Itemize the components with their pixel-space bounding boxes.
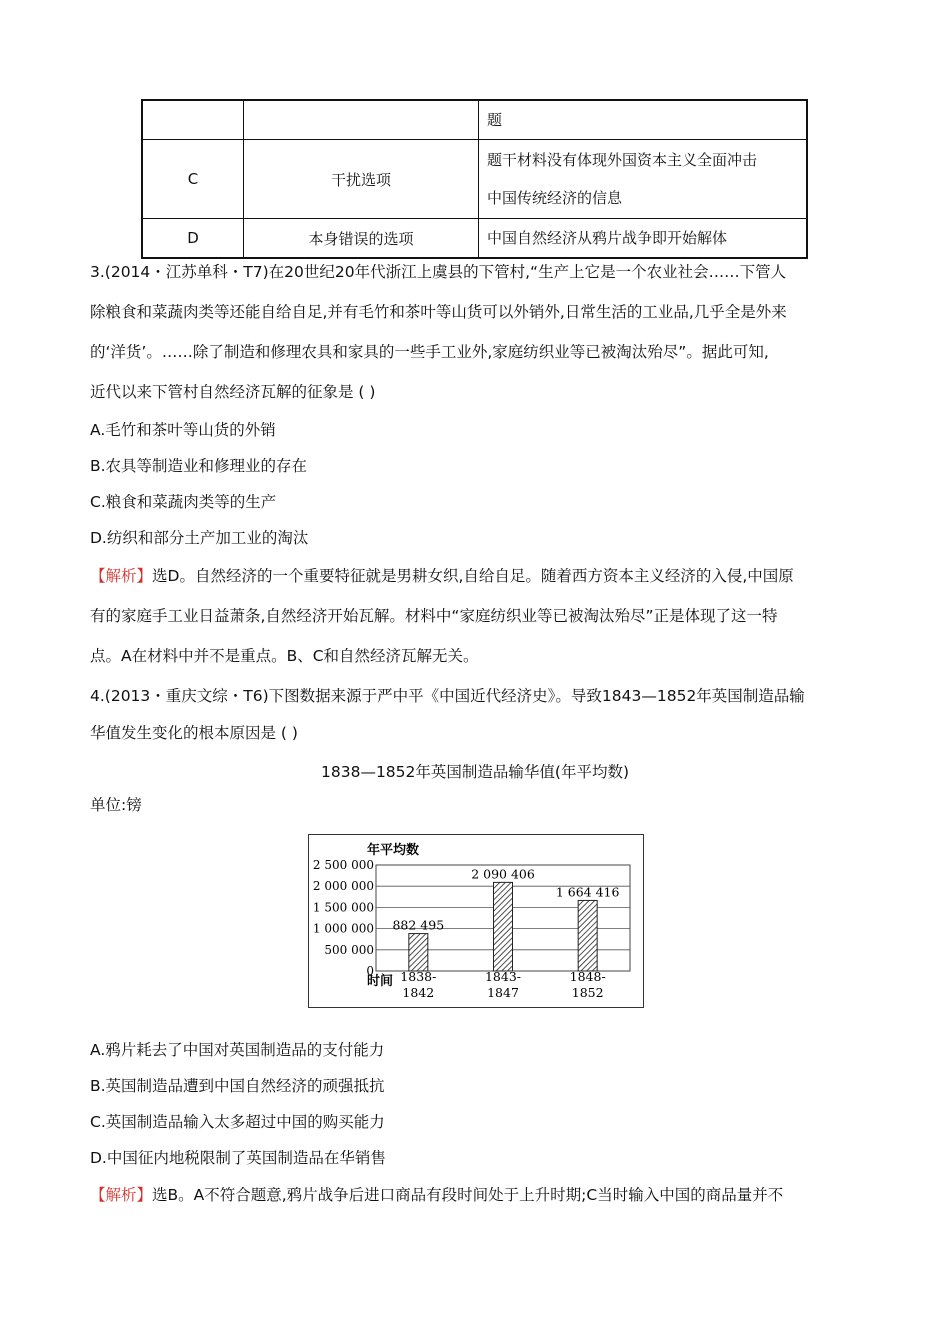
table-cell: 干扰选项 bbox=[244, 140, 479, 219]
cell-line: 题干材料没有体现外国资本主义全面冲击 bbox=[487, 151, 758, 169]
q3-option-d: D.纺织和部分土产加工业的淘汰 bbox=[90, 529, 309, 547]
bar bbox=[494, 882, 513, 971]
x-tick-label: 1842 bbox=[402, 985, 435, 1000]
q3-option-a: A.毛竹和茶叶等山货的外销 bbox=[90, 421, 276, 439]
q3-option-c: C.粮食和菜蔬肉类等的生产 bbox=[90, 493, 277, 511]
table-cell bbox=[479, 219, 808, 259]
bar-value-label: 2 090 406 bbox=[471, 866, 535, 882]
y-tick-label: 1 500 000 bbox=[312, 900, 374, 915]
analysis-tag: 【解析】 bbox=[90, 567, 153, 585]
q4-stem-line: 4.(2013・重庆文综・T6)下图数据来源于严中平《中国近代经济史》。导致1843—1852年英国制造品输 bbox=[90, 687, 805, 705]
x-axis-label: 时间 bbox=[367, 974, 394, 989]
bar-chart-figure bbox=[308, 834, 644, 1008]
q3-stem-line: 近代以来下管村自然经济瓦解的征象是 ( ) bbox=[90, 383, 376, 401]
bar-value-label: 1 664 416 bbox=[555, 884, 620, 900]
y-tick-label: 0 bbox=[366, 964, 374, 978]
q3-stem-line: 3.(2014・江苏单科・T7)在20世纪20年代浙江上虞县的下管村,“生产上它是一个农业社会……下管人 bbox=[90, 263, 787, 281]
q4-analysis-line bbox=[90, 1185, 783, 1205]
q3-stem-line: 的‘洋货’。……除了制造和修理农具和家具的一些手工业外,家庭纺织业等已被淘汰殆尽”。据此可知, bbox=[90, 343, 769, 361]
analysis-text: 选B。A不符合题意,鸦片战争后进口商品有段时间处于上升时期;C当时输入中国的商品量并不 bbox=[152, 1186, 784, 1204]
y-tick-label: 1 000 000 bbox=[312, 921, 374, 936]
table-cell bbox=[479, 100, 808, 140]
q3-option-b: B.农具等制造业和修理业的存在 bbox=[90, 457, 308, 475]
analysis-tag: 【解析】 bbox=[90, 1186, 153, 1204]
q4-option-a: A.鸦片耗去了中国对英国制造品的支付能力 bbox=[90, 1041, 385, 1059]
table-row bbox=[142, 219, 807, 259]
q3-analysis-line: 有的家庭手工业日益萧条,自然经济开始瓦解。材料中“家庭纺织业等已被淘汰殆尽”正是体现了这一特 bbox=[90, 607, 778, 625]
q4-option-b: B.英国制造品遭到中国自然经济的顽强抵抗 bbox=[90, 1077, 385, 1095]
q4-stem-line: 华值发生变化的根本原因是 ( ) bbox=[90, 724, 298, 742]
chart-caption: 1838—1852年英国制造品输华值(年平均数) bbox=[321, 763, 629, 781]
table-cell bbox=[142, 100, 244, 140]
x-tick-label: 1848- bbox=[569, 969, 606, 984]
x-tick-label: 1843- bbox=[484, 969, 522, 984]
q3-analysis-line bbox=[90, 566, 794, 586]
table-cell: D bbox=[142, 219, 244, 259]
q4-option-c: C.英国制造品输入太多超过中国的购买能力 bbox=[90, 1113, 385, 1131]
table-cell: 本身错误的选项 bbox=[244, 219, 479, 259]
y-tick-label: 2 000 000 bbox=[312, 879, 374, 894]
cell-line: 题 bbox=[487, 111, 503, 129]
bar bbox=[578, 900, 597, 971]
table-cell bbox=[479, 140, 808, 219]
bar-chart bbox=[309, 835, 643, 1007]
table-cell: C bbox=[142, 140, 244, 219]
table-row bbox=[142, 140, 807, 219]
table-cell bbox=[244, 100, 479, 140]
analysis-text: 选D。自然经济的一个重要特征就是男耕女织,自给自足。随着西方资本主义经济的入侵,中国原 bbox=[152, 567, 794, 585]
q3-analysis-line: 点。A在材料中并不是重点。B、C和自然经济瓦解无关。 bbox=[90, 647, 479, 665]
y-tick-label: 500 000 bbox=[324, 942, 374, 957]
bar-value-label: 882 495 bbox=[392, 917, 445, 933]
table-row bbox=[142, 100, 807, 140]
chart-title: 年平均数 bbox=[367, 843, 420, 858]
unit-label: 单位:镑 bbox=[90, 796, 142, 814]
cell-line: 中国自然经济从鸦片战争即开始解体 bbox=[487, 229, 728, 247]
q4-option-d: D.中国征内地税限制了英国制造品在华销售 bbox=[90, 1149, 386, 1167]
x-tick-label: 1838- bbox=[400, 969, 437, 984]
x-tick-label: 1852 bbox=[571, 985, 604, 1000]
x-tick-label: 1847 bbox=[487, 985, 519, 1000]
bar bbox=[409, 934, 428, 971]
cell-line: 中国传统经济的信息 bbox=[487, 189, 623, 207]
y-tick-label: 2 500 000 bbox=[312, 858, 374, 872]
options-analysis-table bbox=[141, 99, 808, 259]
q3-stem-line: 除粮食和菜蔬肉类等还能自给自足,并有毛竹和茶叶等山货可以外销外,日常生活的工业品,几乎全是外来 bbox=[90, 303, 787, 321]
